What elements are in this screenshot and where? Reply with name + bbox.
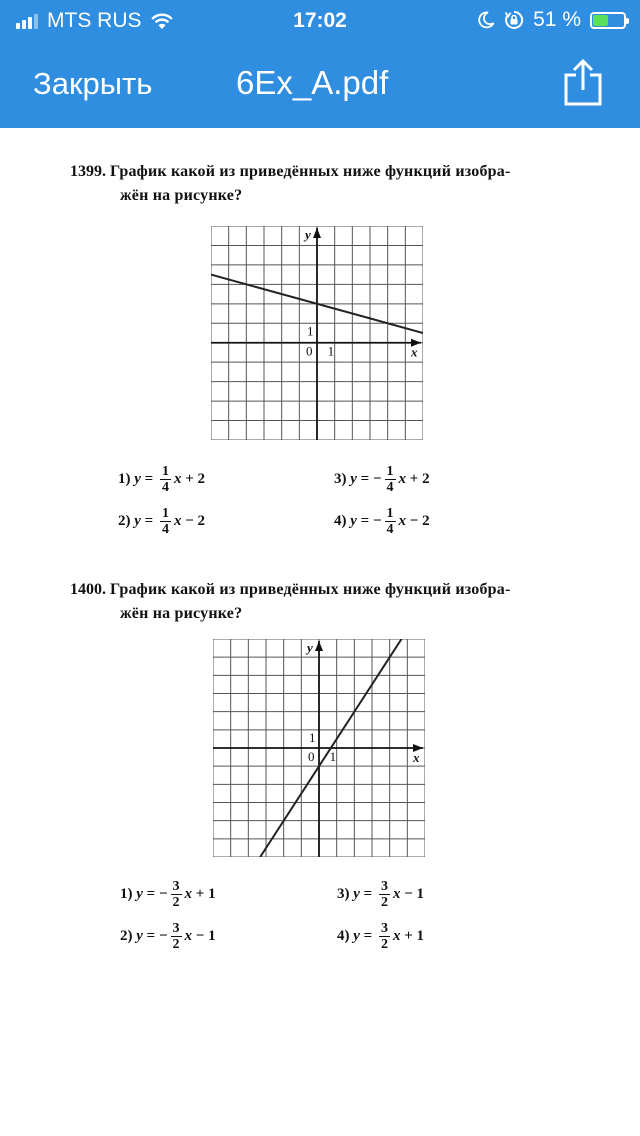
option-1399-3	[334, 459, 430, 499]
nav-bar	[0, 40, 640, 128]
x-axis-label: x	[413, 750, 420, 765]
x-unit-label: 1	[329, 749, 337, 764]
question-line-1: График какой из приведённых ниже функций изобра-	[110, 581, 511, 598]
fraction-numerator: 1	[386, 505, 394, 521]
option-label: 4)	[337, 927, 354, 944]
option-eq: =	[140, 512, 157, 529]
option-label: 3)	[337, 885, 354, 902]
pdf-page[interactable]	[0, 128, 640, 1136]
option-var: y	[134, 470, 141, 487]
option-var: y	[136, 927, 143, 944]
option-rest: x + 1	[392, 927, 425, 944]
option-eq: =	[140, 470, 157, 487]
fraction-denominator: 2	[380, 936, 388, 952]
fraction-numerator: 1	[161, 463, 169, 479]
option-label: 3)	[334, 470, 351, 487]
option-1399-4	[334, 501, 430, 541]
option-fraction	[379, 921, 390, 952]
problem-number: 1400.	[70, 581, 106, 598]
fraction-denominator: 4	[386, 521, 394, 537]
moon-icon	[477, 11, 495, 29]
option-eq: = −	[356, 512, 382, 529]
option-eq: =	[359, 927, 376, 944]
fraction-denominator: 2	[380, 894, 388, 910]
fraction-numerator: 3	[380, 920, 388, 936]
option-rest: x + 2	[173, 470, 206, 487]
option-label: 4)	[334, 512, 351, 529]
top-bar	[0, 0, 640, 128]
option-rest: x + 2	[398, 470, 430, 487]
option-rest: x − 2	[173, 512, 206, 529]
option-label: 1)	[120, 885, 137, 902]
option-var: y	[136, 885, 143, 902]
option-rest: x − 2	[398, 512, 430, 529]
option-var: y	[353, 885, 360, 902]
y-unit-label: 1	[309, 729, 316, 745]
option-eq: =	[359, 885, 376, 902]
status-bar	[0, 0, 640, 40]
option-label: 1)	[118, 470, 135, 487]
document-title: 6Ex_A.pdf	[236, 64, 389, 101]
origin-label: 0	[306, 343, 313, 359]
option-fraction	[160, 464, 171, 495]
option-rest: x − 1	[184, 927, 216, 944]
option-eq: = −	[356, 470, 382, 487]
option-fraction	[171, 921, 182, 952]
option-1400-4	[337, 916, 424, 956]
orientation-lock-icon	[504, 10, 524, 30]
option-fraction	[171, 879, 182, 910]
fraction-denominator: 4	[386, 479, 394, 495]
option-var: y	[353, 927, 360, 944]
option-1400-1	[120, 874, 216, 914]
option-1399-1	[118, 459, 205, 499]
option-var: y	[134, 512, 141, 529]
problem-1399-question	[70, 160, 570, 208]
option-fraction	[379, 879, 390, 910]
battery-percent: 51 %	[533, 8, 581, 31]
battery-icon	[590, 12, 626, 29]
y-unit-label: 1	[307, 323, 314, 339]
y-axis-label: y	[307, 640, 313, 655]
fraction-numerator: 1	[386, 463, 394, 479]
carrier-name: MTS RUS	[47, 9, 142, 32]
fraction-denominator: 2	[172, 936, 180, 952]
x-axis-label: x	[411, 344, 418, 360]
option-fraction	[385, 506, 396, 537]
y-axis-arrow	[315, 641, 323, 651]
question-line-2: жён на рисунке?	[120, 187, 243, 204]
fraction-numerator: 3	[172, 920, 180, 936]
option-1400-2	[120, 916, 216, 956]
option-var: y	[350, 512, 357, 529]
fraction-denominator: 2	[172, 894, 180, 910]
problem-1400-question	[70, 578, 570, 626]
option-1400-3	[337, 874, 424, 914]
y-axis-arrow	[313, 228, 321, 238]
option-eq: = −	[142, 885, 168, 902]
close-button[interactable]: Закрыть	[33, 66, 153, 101]
fraction-numerator: 3	[380, 878, 388, 894]
option-label: 2)	[118, 512, 135, 529]
question-line-2: жён на рисунке?	[120, 605, 243, 622]
fraction-denominator: 4	[161, 479, 169, 495]
question-line-1: График какой из приведённых ниже функций изобра-	[110, 163, 511, 180]
option-fraction	[160, 506, 171, 537]
option-fraction	[385, 464, 396, 495]
problem-number: 1399.	[70, 163, 106, 180]
problem-1399-graph	[211, 226, 423, 440]
x-unit-label: 1	[327, 343, 335, 359]
option-rest: x − 1	[392, 885, 425, 902]
option-label: 2)	[120, 927, 137, 944]
origin-label: 0	[308, 749, 315, 764]
y-axis-label: y	[305, 227, 311, 242]
status-time: 17:02	[293, 9, 347, 32]
fraction-denominator: 4	[161, 521, 169, 537]
share-icon[interactable]	[560, 58, 606, 108]
option-eq: = −	[142, 927, 168, 944]
option-1399-2	[118, 501, 205, 541]
problem-1400-graph	[213, 639, 425, 857]
option-var: y	[350, 470, 357, 487]
option-rest: x + 1	[184, 885, 216, 902]
fraction-numerator: 3	[172, 878, 180, 894]
fraction-numerator: 1	[161, 505, 169, 521]
